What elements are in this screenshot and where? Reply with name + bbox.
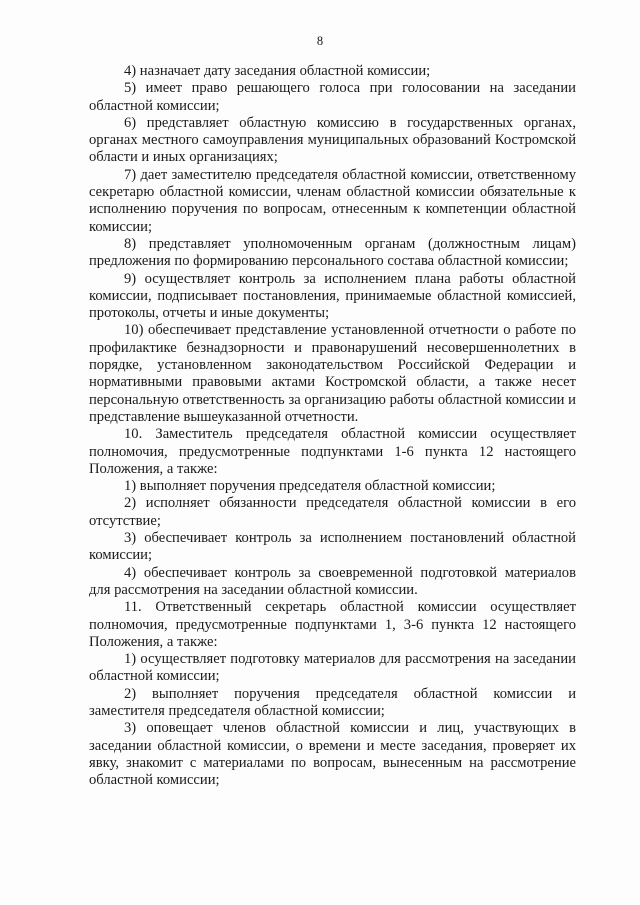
- paragraph: 1) выполняет поручения председателя областной комиссии;: [124, 478, 496, 495]
- paragraph: 2) выполняет поручения председателя областной комиссии и заместителя председателя областной комиссии;: [89, 685, 576, 719]
- paragraph: 5) имеет право решающего голоса при голосовании на заседании областной комиссии;: [89, 80, 576, 114]
- paragraph: 6) представляет областную комиссию в государственных органах, органах местного самоуправления муниципальных образований Костромской области и иных организациях;: [89, 114, 576, 166]
- paragraph: 7) дает заместителю председателя областной комиссии, ответственному секретарю областной комиссии, членам областной комиссии обязательные к исполнению поручения по вопросам, отнесенным к компетенции областной комиссии;: [89, 166, 576, 235]
- paragraph: 10) обеспечивает представление установленной отчетности о работе по профилактике безнадзорности и правонарушений несовершеннолетних в порядке, установленном законодательством Российской Федерации и нормативными правовыми актами Костромской области, а также несет персональную ответственность за организацию работы областной комиссии и представление вышеуказанной отчетности.: [89, 322, 576, 425]
- paragraph: 11. Ответственный секретарь областной комиссии осуществляет полномочия, предусмотренные подпунктами 1, 3-6 пункта 12 настоящего Положения, а также:: [89, 599, 576, 650]
- paragraph: 1) осуществляет подготовку материалов для рассмотрения на заседании областной комиссии;: [89, 651, 576, 685]
- paragraph: 8) представляет уполномоченным органам (должностным лицам) предложения по формированию персонального состава областной комиссии;: [89, 235, 576, 270]
- paragraph: 3) оповещает членов областной комиссии и лиц, участвующих в заседании областной комиссии, о времени и месте заседания, проверяет их явку, знакомит с материалами по вопросам, вынесенным на рассмотрение областной комиссии;: [89, 720, 576, 789]
- paragraph: 4) назначает дату заседания областной комиссии;: [124, 63, 431, 79]
- paragraph: 9) осуществляет контроль за исполнением плана работы областной комиссии, подписывает постановления, принимаемые областной комиссией, протоколы, отчеты и иные документы;: [89, 270, 576, 322]
- paragraph: 3) обеспечивает контроль за исполнением постановлений областной комиссии;: [89, 530, 576, 564]
- document-body: [89, 63, 576, 789]
- paragraph: 4) обеспечивает контроль за своевременной подготовкой материалов для рассмотрения на заседании областной комиссии.: [89, 564, 576, 598]
- page-number: 8: [316, 34, 324, 48]
- paragraph: 2) исполняет обязанности председателя областной комиссии в его отсутствие;: [89, 495, 576, 529]
- paragraph: 10. Заместитель председателя областной комиссии осуществляет полномочия, предусмотренные подпунктами 1-6 пункта 12 настоящего Положения, а также:: [89, 426, 576, 477]
